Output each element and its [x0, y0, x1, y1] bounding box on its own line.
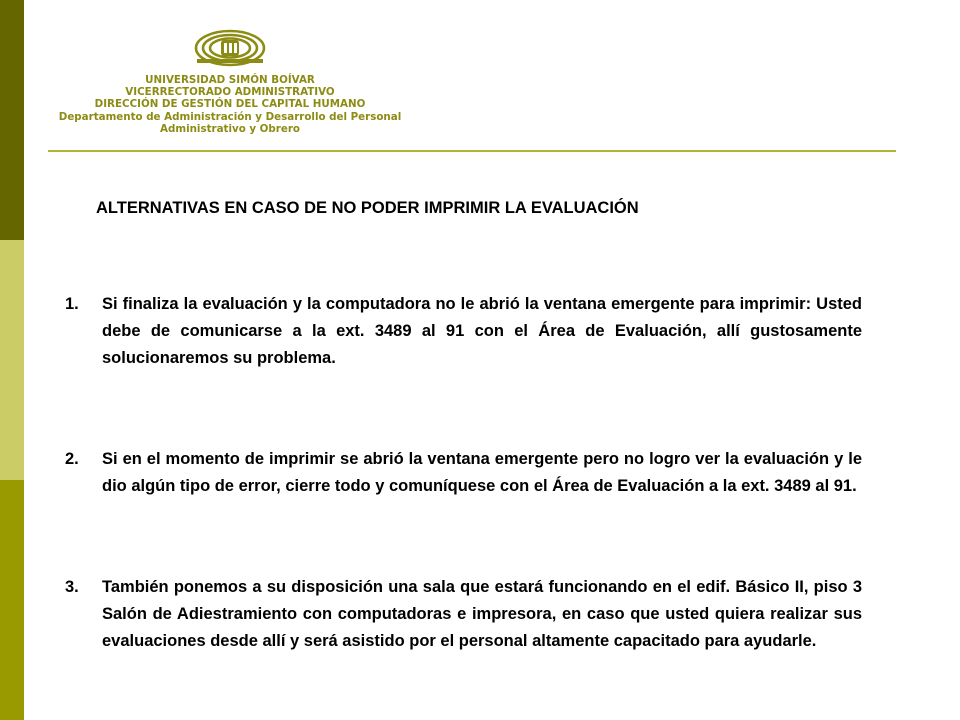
page-title: ALTERNATIVAS EN CASO DE NO PODER IMPRIMIR LA EVALUACIÓN [96, 199, 639, 217]
institution-header [40, 28, 420, 135]
list-item-text: Si en el momento de imprimir se abrió la ventana emergente pero no logro ver la evaluación y le dio algún tipo de error, cierre todo y comuníquese con el Área de Evaluación a la ext. 3489 al 91. [102, 450, 862, 495]
list-item-text: Si finaliza la evaluación y la computadora no le abrió la ventana emergente para imprimir: Usted debe de comunicarse a la ext. 3489 al 91 con el Área de Evaluación, allí gustosamente solucionaremos su problema. [102, 295, 862, 367]
header-university: UNIVERSIDAD SIMÓN BOÍVAR [145, 74, 315, 86]
side-bar-light [0, 240, 24, 480]
list-item [65, 446, 862, 500]
header-divider [48, 150, 896, 152]
list-item [65, 574, 862, 655]
header-departamento: Departamento de Administración y Desarrollo del Personal [58, 110, 402, 123]
list-item-number: 3. [65, 578, 79, 596]
list-item [65, 291, 862, 372]
university-logo-icon [193, 28, 267, 68]
list-item-number: 2. [65, 450, 79, 468]
header-administrativo: Administrativo y Obrero [160, 122, 300, 135]
list-item-number: 1. [65, 295, 79, 313]
header-text [40, 74, 420, 135]
side-bar-mid [0, 480, 24, 720]
side-bar-dark [0, 0, 24, 240]
header-vicerrectorado: VICERRECTORADO ADMINISTRATIVO [125, 86, 335, 99]
header-direccion: DIRECCIÓN DE GESTIÓN DEL CAPITAL HUMANO [94, 98, 366, 111]
list-item-text: También ponemos a su disposición una sala que estará funcionando en el edif. Básico II, piso 3 Salón de Adiestramiento con computadoras e impresora, en caso que usted quiera realizar sus evaluaciones desde allí y será asistido por el personal altamente capacitado para ayudarle. [102, 578, 862, 650]
